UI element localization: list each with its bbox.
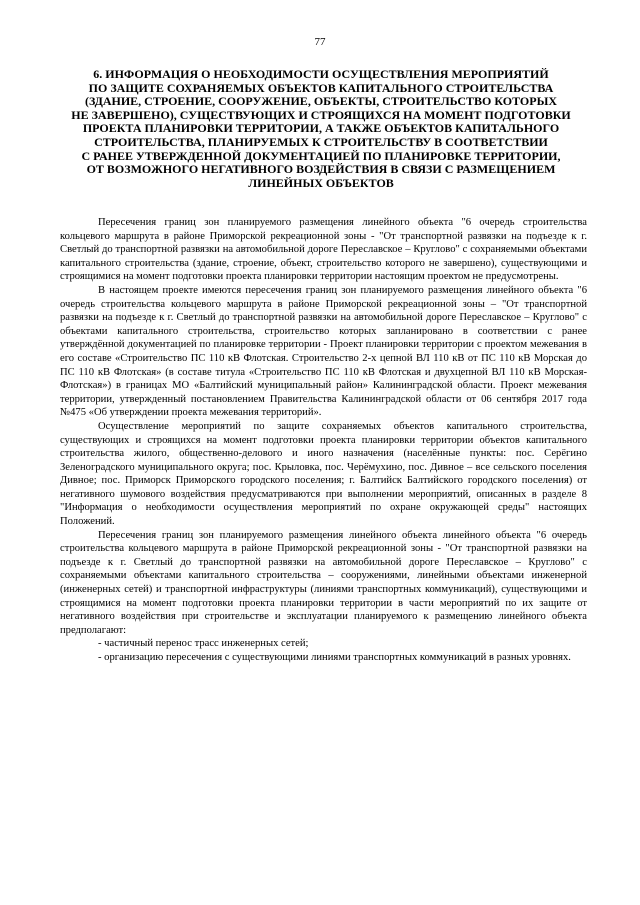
paragraph: В настоящем проекте имеются пересечения границ зон планируемого размещения линейного объекта "6 очередь строительства кольцевого маршрута в районе Приморской рекреационной зоны – "От транспортной развязки на подъезде к г. Светлый до транспортной развязки на автомобильной дороге Переславское – Круглово" с объектами капитального строительства, строительство которых запланировано в соответствии с ранее утверждённой документацией по планировке территории - Проект планировки территории с проектом межевания в его составе «Строительство ПС 110 кВ Флотская. Строительство 2-х цепной ВЛ 110 кВ от ПС 110 кВ Морская до ПС 110 кВ Флотская» (в составе титула «Строительство ПС 110 кВ Флотская и двухцепной ВЛ 110 кВ Морская-Флотская») в границах МО «Балтийский муниципальный район» Калининградской области. Проект межевания территории, утвержденный постановлением Правительства Калининградской области от 06 сентября 2017 года №475 «Об утверждении проекта межевания территорий». xyxy=(60,284,587,419)
list-item: - частичный перенос трасс инженерных сетей; xyxy=(98,638,309,650)
heading-line: 6. ИНФОРМАЦИЯ О НЕОБХОДИМОСТИ ОСУЩЕСТВЛЕНИЯ МЕРОПРИЯТИЙ xyxy=(93,67,549,81)
section-heading xyxy=(60,68,582,190)
list-item: - организацию пересечения с существующими линиями транспортных коммуникаций в разных уровнях. xyxy=(98,652,571,663)
heading-line: СТРОИТЕЛЬСТВА, ПЛАНИРУЕМЫХ К СТРОИТЕЛЬСТВУ В СООТВЕТСТВИИ xyxy=(94,134,548,149)
page-number: 77 xyxy=(314,36,326,48)
paragraph: Пересечения границ зон планируемого размещения линейного объекта линейного объекта "6 очередь строительства кольцевого маршрута в районе Приморской рекреационной зоны - "От транспортной развязки на подъезде к г. Светлый до транспортной развязки на автомобильной дороге Переславское – Круглово" с сохраняемыми объектами капитального строительства – сооружениями, линейными объектами инженерной (инженерных сетей) и транспортной инфраструктуры (линиями транспортных коммуникаций), существующими и строящимися на момент подготовки проекта планировки территории в части мероприятий по их защите от негативного воздействия при строительстве и эксплуатации планируемого к размещению линейного объекта предполагают: xyxy=(60,529,587,636)
heading-line: С РАНЕЕ УТВЕРЖДЕННОЙ ДОКУМЕНТАЦИЕЙ ПО ПЛАНИРОВКЕ ТЕРРИТОРИИ, xyxy=(81,148,561,163)
heading-line: (ЗДАНИЕ, СТРОЕНИЕ, СООРУЖЕНИЕ, ОБЪЕКТЫ, СТРОИТЕЛЬСТВО КОТОРЫХ xyxy=(84,94,558,109)
heading-line: ПРОЕКТА ПЛАНИРОВКИ ТЕРРИТОРИИ, А ТАКЖЕ ОБЪЕКТОВ КАПИТАЛЬНОГО xyxy=(82,121,560,136)
body-text xyxy=(60,216,587,665)
paragraph: Осуществление мероприятий по защите сохраняемых объектов капитального строительства, существующих и строящихся на момент подготовки проекта планировки территории объектов капитального строительства жилого, общественно-делового и иного назначения (населённые пункты: пос. Серёгино Зеленоградского муниципального округа; пос. Крыловка, пос. Черёмухино, пос. Дивное – все сельского поселения Дивное; пос. Приморск Приморского городского поселения; г. Балтийск Балтийского городского поселения) от негативного шумового воздействия предусматриваются при выполнении мероприятий, описанных в разделе 8 "Информация о необходимости осуществления мероприятий по охране окружающей среды" настоящих Положений. xyxy=(60,420,587,528)
heading-line: ЛИНЕЙНЫХ ОБЪЕКТОВ xyxy=(248,175,394,190)
heading-line: НЕ ЗАВЕРШЕНО), СУЩЕСТВУЮЩИХ И СТРОЯЩИХСЯ НА МОМЕНТ ПОДГОТОВКИ xyxy=(71,107,571,122)
heading-line: ПО ЗАЩИТЕ СОХРАНЯЕМЫХ ОБЪЕКТОВ КАПИТАЛЬНОГО СТРОИТЕЛЬСТВА xyxy=(88,80,554,95)
paragraph: Пересечения границ зон планируемого размещения линейного объекта "6 очередь строительства кольцевого маршрута в районе Приморской рекреационной зоны - "От транспортной развязки на подъезде к г. Светлый до транспортной развязки на автомобильной дороге Переславское – Круглово" с сохраняемыми объектами капитального строительства (здание, строение, объект, строительство которого не завершено), существующими и строящимися на момент подготовки проекта планировки территории настоящим проектом не предусмотрены. xyxy=(60,217,587,283)
heading-line: ОТ ВОЗМОЖНОГО НЕГАТИВНОГО ВОЗДЕЙСТВИЯ В СВЯЗИ С РАЗМЕЩЕНИЕМ xyxy=(86,162,556,177)
